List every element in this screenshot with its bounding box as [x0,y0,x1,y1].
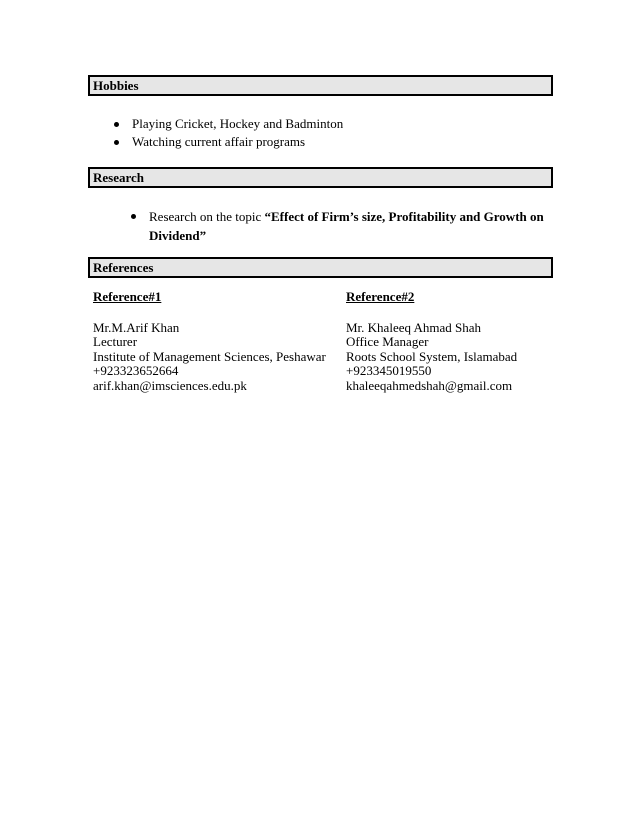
research-topic: “Effect of Firm’s size, Profitability and Growth on Dividend” [149,209,544,243]
reference-2-organization: Roots School System, Islamabad [346,348,518,364]
bullet-icon [131,214,136,219]
reference-1-title: Reference#1 [93,289,162,304]
reference-1 [93,290,326,393]
reference-2-name: Mr. Khaleeq Ahmad Shah [346,319,482,335]
reference-1-phone: +923323652664 [93,363,179,378]
hobby-text: Playing Cricket, Hockey and Badminton [132,116,344,131]
list-item [114,115,343,133]
list-item [114,133,343,151]
hobbies-list [114,115,343,151]
research-heading: Research [88,167,553,188]
research-prefix: Research on the topic [149,209,265,224]
reference-2 [346,290,517,393]
reference-1-organization: Institute of Management Sciences, Peshawar [93,348,326,364]
reference-1-name: Mr.M.Arif Khan [93,319,180,335]
reference-2-email: khaleeqahmedshah@gmail.com [346,377,513,393]
reference-1-email: arif.khan@imsciences.edu.pk [93,377,247,393]
bullet-icon [114,122,119,127]
references-heading: References [88,257,553,278]
hobbies-heading: Hobbies [88,75,553,96]
reference-2-position: Office Manager [346,334,429,349]
reference-2-title: Reference#2 [346,289,415,304]
bullet-icon [114,140,119,145]
research-item [131,207,559,245]
hobby-text: Watching current affair programs [132,134,306,149]
reference-1-position: Lecturer [93,334,138,349]
reference-2-phone: +923345019550 [346,363,432,378]
